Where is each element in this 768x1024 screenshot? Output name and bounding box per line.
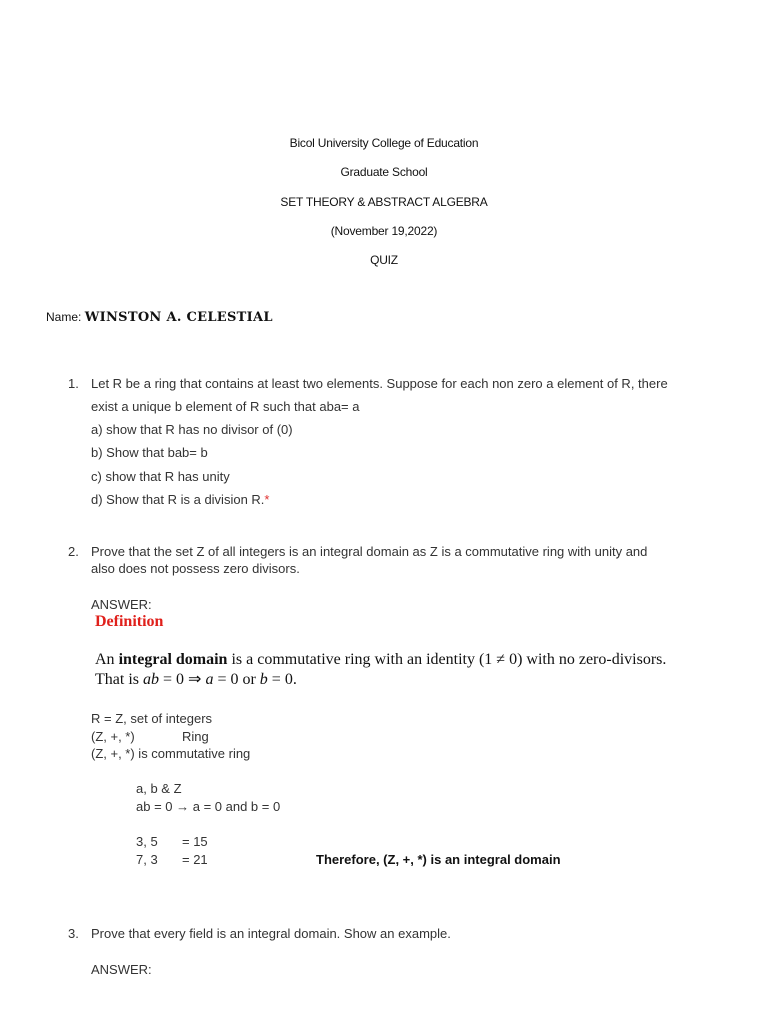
q1-part-d-row [91,492,269,508]
def-l2-d: = 0. [267,671,297,688]
def-l2-c: = 0 or [213,671,260,688]
def-l2-a: That is [95,671,143,688]
q2-line2: also does not possess zero divisors. [91,561,300,576]
q1-part-b: b) Show that bab= b [91,445,208,460]
def-pre: An [95,651,119,668]
work-r2-left: (Z, +, *) [91,729,135,744]
q1-part-d: d) Show that R is a division R. [91,492,265,507]
q3-number: 3. [68,926,79,941]
q1-number: 1. [68,376,79,391]
q2-answer-label: ANSWER: [91,597,152,612]
header-school: Graduate School [340,165,428,179]
def-l2-ab: ab [143,671,159,688]
q3-line1: Prove that every field is an integral domain. Show an example. [91,926,451,941]
name-label: Name: [46,310,82,324]
definition-line1 [95,650,666,670]
name-row [46,310,273,325]
definition-title: Definition [95,613,164,630]
q1-line1: Let R be a ring that contains at least two elements. Suppose for each non zero a element of R, there [91,376,668,391]
work-r1: R = Z, set of integers [91,711,213,726]
work-r2-right: Ring [182,729,209,744]
definition-line2 [95,670,666,690]
q1-part-a: a) show that R has no divisor of (0) [91,422,293,437]
header-university: Bicol University College of Education [289,136,479,150]
def-term: integral domain [118,651,228,668]
q1-line2: exist a unique b element of R such that aba= a [91,399,360,414]
header-quiz: QUIZ [370,253,398,267]
work-r6-left: 3, 5 [136,834,158,849]
q1-part-c: c) show that R has unity [91,469,230,484]
def-post: is a commutative ring with an identity (1 ≠ 0) with no zero-divisors. [227,651,667,668]
work-r7-left: 7, 3 [136,852,158,867]
conclusion: Therefore, (Z, +, *) is an integral domain [316,852,561,867]
q2-line1: Prove that the set Z of all integers is an integral domain as Z is a commutative ring with unity and [91,544,648,559]
def-l2-b: = 0 ⇒ [159,671,206,688]
def-l2-a2: a [205,671,214,688]
work-r7-right: = 21 [182,852,208,867]
definition-body [95,650,666,690]
work-r5: ab = 0 → a = 0 and b = 0 [136,799,281,814]
header-date: (November 19,2022) [330,224,438,238]
work-r3: (Z, +, *) is commutative ring [91,746,251,761]
header-course: SET THEORY & ABSTRACT ALGEBRA [280,195,488,209]
q2-number: 2. [68,544,79,559]
work-r4: a, b & Z [136,781,182,796]
work-r6-right: = 15 [182,834,208,849]
student-name: WINSTON A. CELESTIAL [84,310,273,325]
required-asterisk: * [264,492,270,507]
def-l2-b2: b [259,671,268,688]
q3-answer-label: ANSWER: [91,962,152,977]
